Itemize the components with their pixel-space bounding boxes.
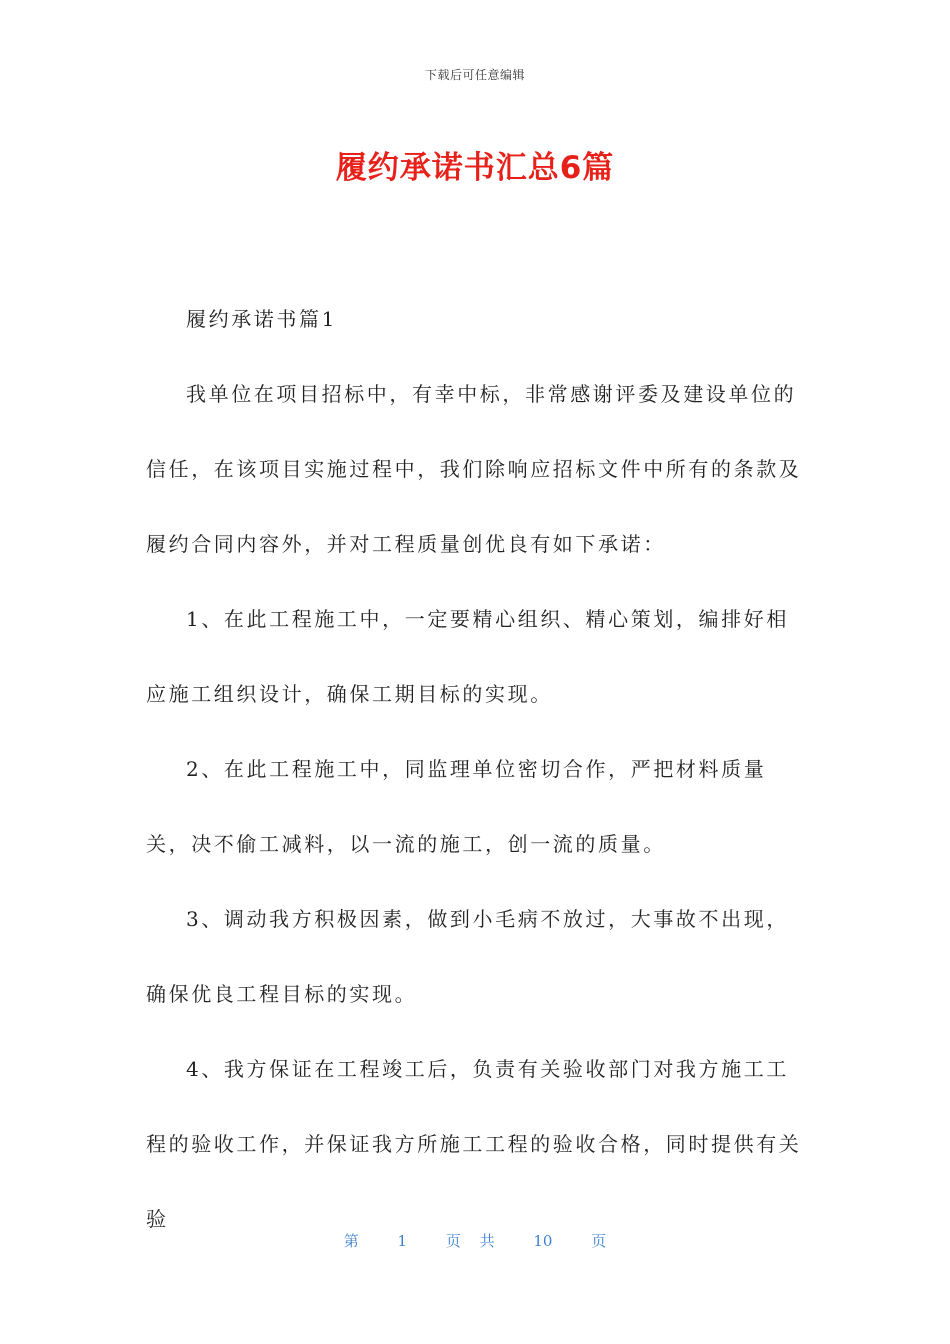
header-note: 下载后可任意编辑	[424, 68, 525, 82]
footer-current-page: 1	[397, 1232, 408, 1250]
footer-total-pages: 10	[533, 1232, 553, 1250]
paragraph-item-1: 1、在此工程施工中，一定要精心组织、精心策划，编排好相应施工组织设计，确保工期目标的实现。	[146, 607, 789, 706]
footer-label-pages: 页	[591, 1232, 607, 1250]
footer-label-page: 第	[343, 1232, 359, 1250]
paragraph-intro: 我单位在项目招标中，有幸中标，非常感谢评委及建设单位的信任，在该项目实施过程中，我们除响应招标文件中所有的条款及履约合同内容外，并对工程质量创优良有如下承诺：	[146, 382, 802, 556]
document-title: 履约承诺书汇总6篇	[335, 150, 615, 186]
paragraph-item-3: 3、调动我方积极因素，做到小毛病不放过，大事故不出现，确保优良工程目标的实现。	[146, 907, 789, 1006]
page-footer	[0, 1230, 950, 1251]
section-heading: 履约承诺书篇1	[186, 307, 337, 331]
paragraph-item-2: 2、在此工程施工中，同监理单位密切合作，严把材料质量关，决不偷工减料，以一流的施工，创一流的质量。	[146, 757, 767, 856]
paragraph-item-4: 4、我方保证在工程竣工后，负责有关验收部门对我方施工工程的验收工作，并保证我方所施工工程的验收合格，同时提供有关验	[146, 1057, 802, 1231]
document-body	[146, 282, 806, 1257]
footer-label-of: 页 共	[445, 1232, 495, 1250]
